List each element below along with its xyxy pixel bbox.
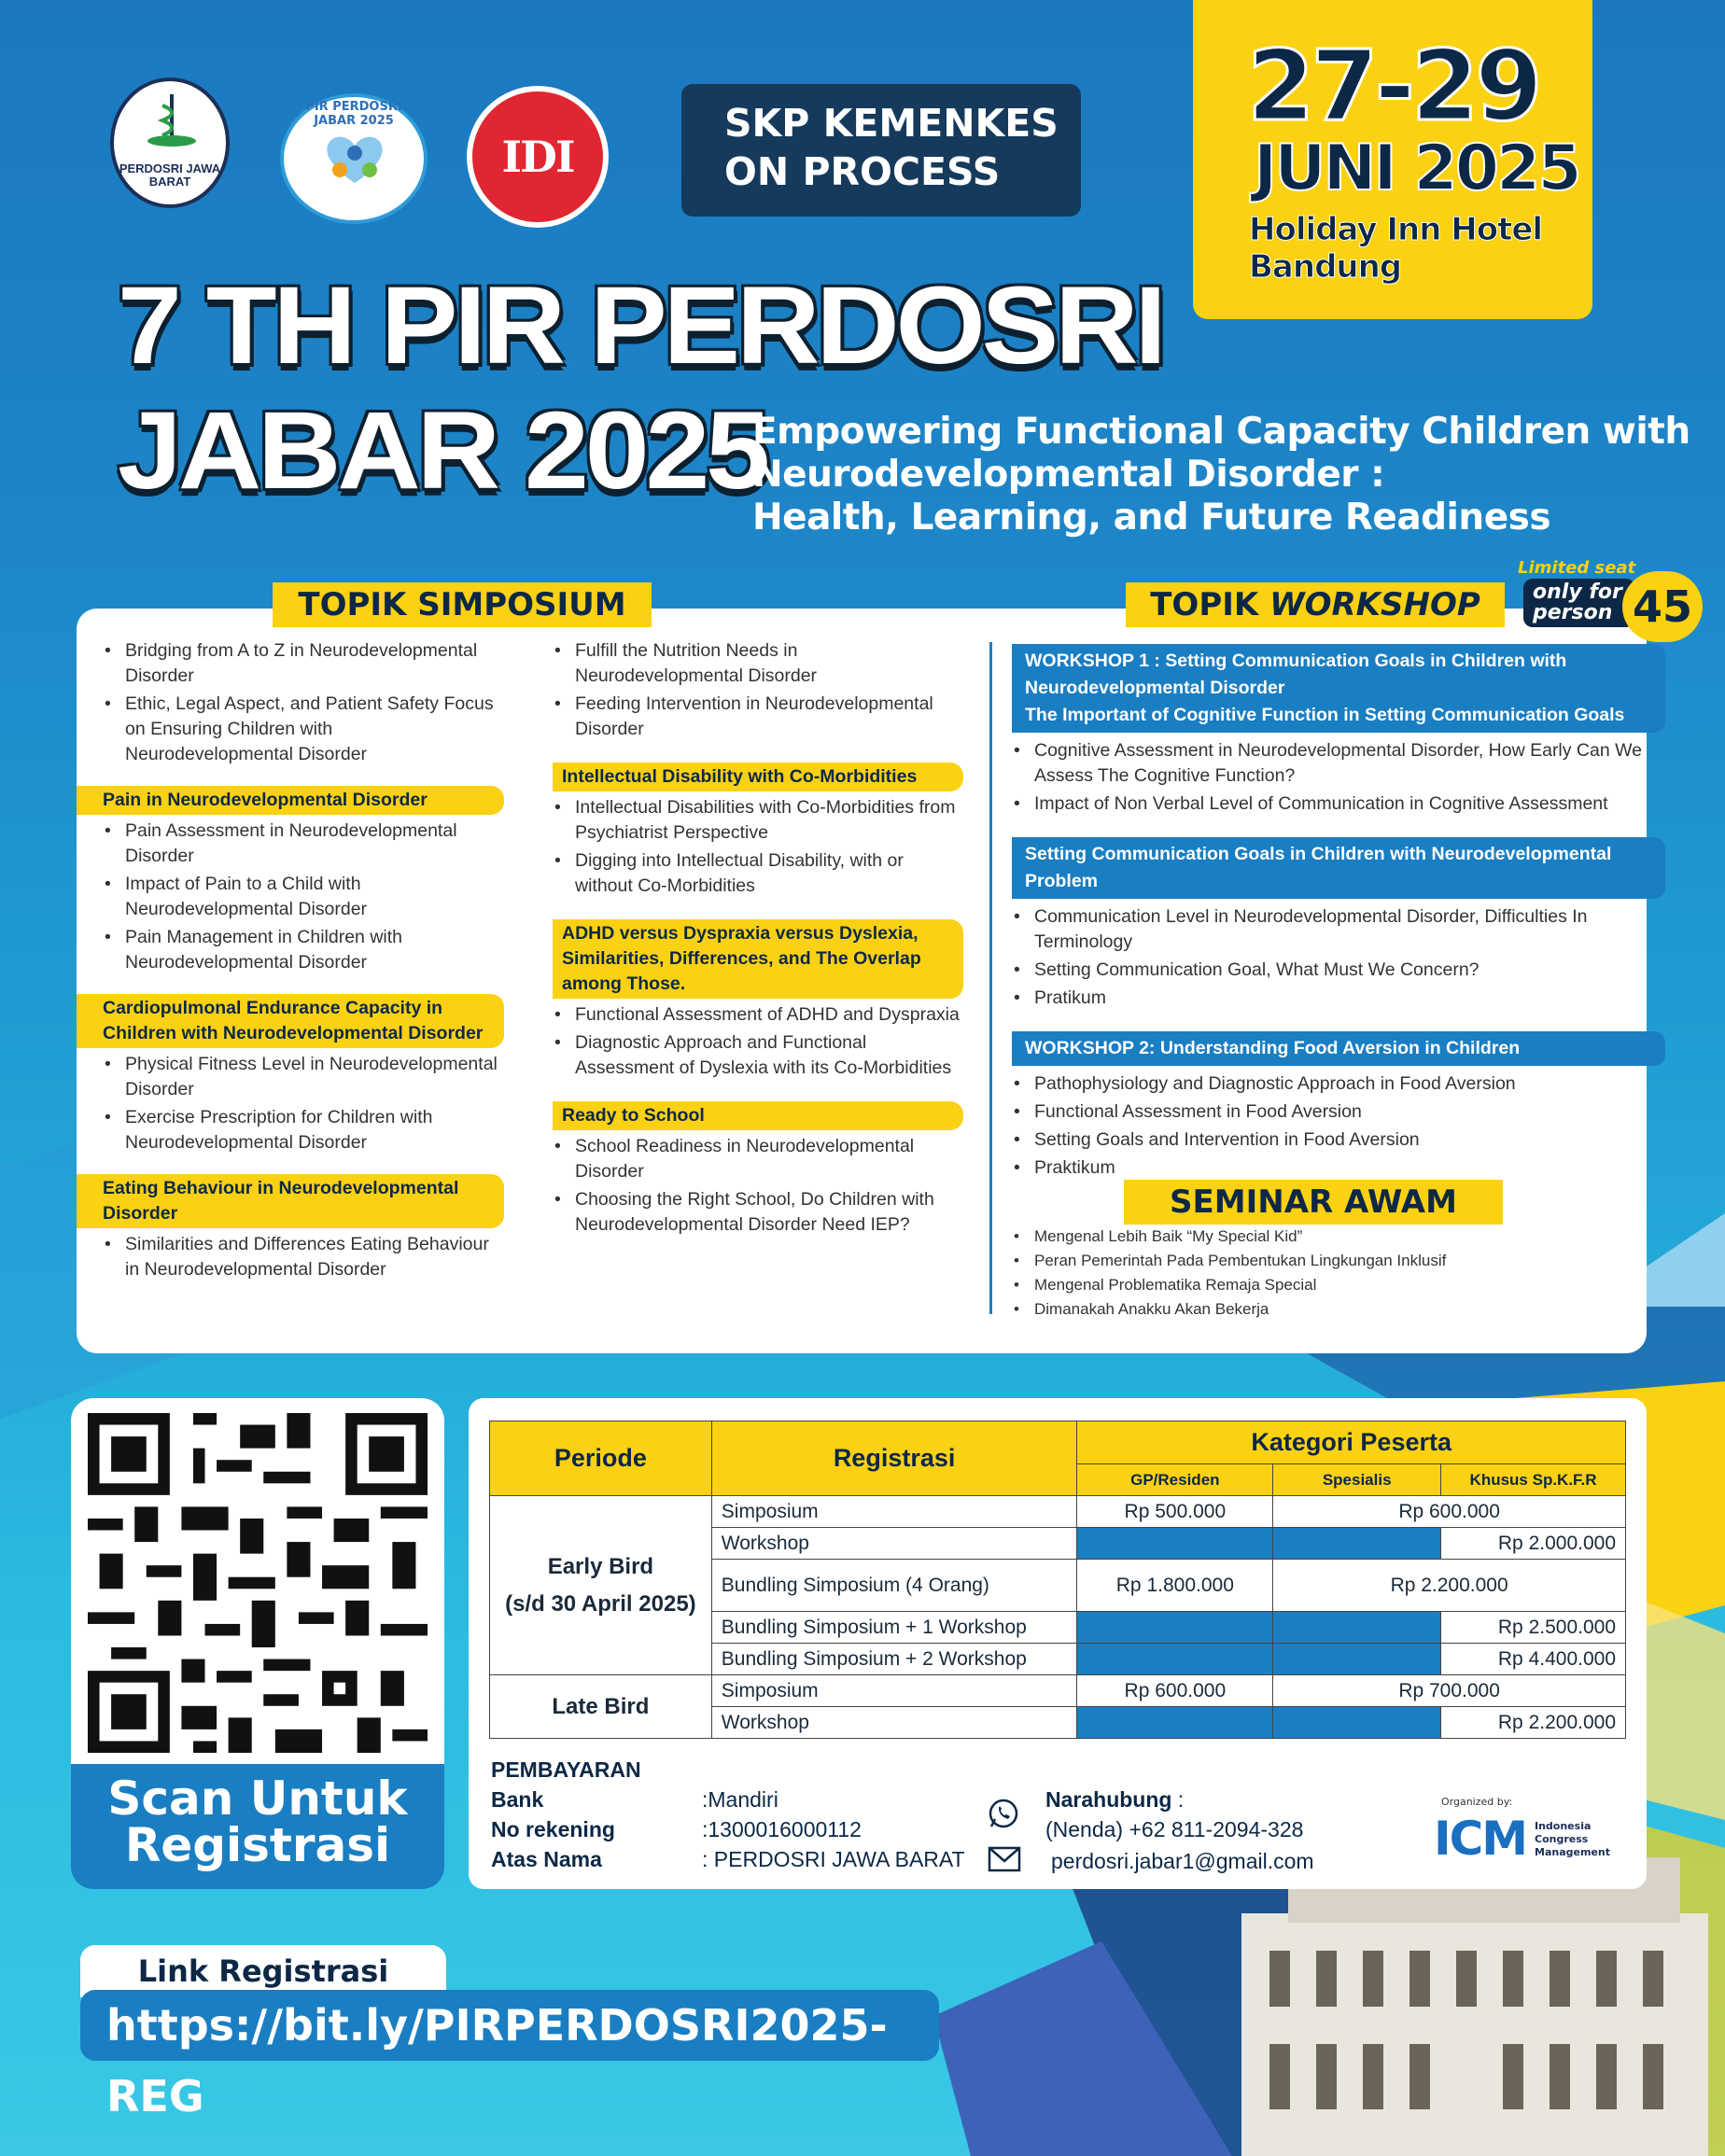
subtitle-line3: Health, Learning, and Future Readiness — [752, 497, 1551, 539]
pricing-table — [489, 1421, 1626, 1739]
list-item: • Diagnostic Approach and Functional Assessment of Dyslexia with its Co-Morbidities — [553, 1030, 963, 1081]
early-bird-label: Early Bird — [547, 1553, 654, 1579]
workshop1-title — [1012, 644, 1665, 733]
pir-logo-text: PIR PERDOSRI JABAR 2025 — [305, 100, 402, 128]
school-subtitle: Ready to School — [553, 1101, 963, 1130]
table-cell-blank — [1077, 1644, 1273, 1675]
list-item: • Setting Communication Goal, What Must We Concern? — [1012, 958, 1665, 983]
header-khusus: Khusus Sp.K.F.R — [1441, 1464, 1626, 1496]
early-bird-date: (s/d 30 April 2025) — [505, 1590, 696, 1617]
list-item: • Bridging from A to Z in Neurodevelopmental Disorder — [103, 638, 504, 689]
perdosri-logo-text: PERDOSRI JAWA BARAT — [119, 161, 221, 189]
workshop2-list — [1012, 1071, 1665, 1181]
rekening-label: No rekening — [491, 1817, 615, 1841]
list-item: • Digging into Intellectual Disability, with or without Co-Morbidities — [553, 848, 963, 899]
pir-logo — [280, 93, 428, 224]
event-date-range: 27-29 — [1247, 29, 1539, 143]
list-item: • Impact of Pain to a Child with Neurodevelopmental Disorder — [103, 872, 504, 922]
venue-line2: Bandung — [1249, 248, 1402, 286]
list-item: • Communication Level in Neurodevelopmental Disorder, Difficulties In Terminology — [1012, 904, 1665, 955]
early-bird-cell — [490, 1496, 712, 1675]
table-cell: Bundling Simposium (4 Orang) — [711, 1560, 1077, 1612]
skp-line1: SKP KEMENKES — [724, 101, 1059, 146]
list-item: • Physical Fitness Level in Neurodevelopmental Disorder — [103, 1052, 504, 1102]
seminar-list — [1012, 1225, 1647, 1322]
table-cell: Workshop — [711, 1528, 1077, 1560]
list-item: • Intellectual Disabilities with Co-Morbidities from Psychiatrist Perspective — [553, 795, 963, 846]
table-row — [490, 1421, 1626, 1464]
simposium-column-1 — [103, 638, 504, 1285]
cardio-subtitle: Cardiopulmonal Endurance Capacity in Children with Neurodevelopmental Disorder — [77, 994, 504, 1048]
school-list — [553, 1134, 963, 1238]
table-cell: Rp 2.500.000 — [1441, 1612, 1626, 1644]
late-bird-cell: Late Bird — [490, 1675, 712, 1739]
workshop-header — [1126, 582, 1505, 627]
rekening-value: :1300016000112 — [702, 1817, 862, 1841]
email-icon — [988, 1846, 1021, 1872]
scan-line2: Registrasi — [124, 1818, 391, 1872]
seminar-column — [1012, 1225, 1647, 1322]
cardio-list — [103, 1052, 504, 1155]
workshop-column — [1012, 631, 1665, 1183]
adhd-subtitle: ADHD versus Dyspraxia versus Dyslexia, Similarities, Differences, and The Overlap among Those. — [553, 919, 963, 999]
list-item: • School Readiness in Neurodevelopmental Disorder — [553, 1134, 963, 1184]
table-row — [490, 1496, 1626, 1528]
bank-label: Bank — [491, 1787, 544, 1812]
workshop1b-title: Setting Communication Goals in Children with Neurodevelopmental Problem — [1012, 837, 1665, 899]
table-cell-blank — [1077, 1528, 1273, 1560]
intro-list — [103, 638, 504, 767]
simposium-column-2 — [553, 638, 963, 1240]
list-item: • Pain Assessment in Neurodevelopmental Disorder — [103, 819, 504, 869]
list-item: • Choosing the Right School, Do Children with Neurodevelopmental Disorder Need IEP? — [553, 1187, 963, 1238]
payment-values — [702, 1785, 965, 1874]
subtitle-line1: Empowering Functional Capacity Children with — [752, 411, 1690, 453]
contact-block — [1045, 1785, 1314, 1876]
qr-code-icon[interactable] — [88, 1413, 428, 1753]
icm-logo: ICM — [1434, 1812, 1527, 1866]
bank-value: :Mandiri — [702, 1787, 778, 1812]
table-cell: Simposium — [711, 1496, 1077, 1528]
list-item: • Dimanakah Anakku Akan Bekerja — [1012, 1297, 1647, 1322]
scan-text — [71, 1771, 444, 1872]
table-cell: Rp 2.000.000 — [1441, 1528, 1626, 1560]
simposium-header: TOPIK SIMPOSIUM — [273, 582, 652, 627]
workshop1b-list — [1012, 904, 1665, 1011]
header-periode: Periode — [490, 1421, 712, 1496]
event-venue — [1249, 211, 1542, 286]
adhd-list — [553, 1002, 963, 1081]
skp-line2: ON PROCESS — [724, 149, 1001, 194]
table-cell: Rp 600.000 — [1077, 1675, 1273, 1707]
table-cell-blank — [1273, 1707, 1441, 1739]
table-cell: Rp 1.800.000 — [1077, 1560, 1273, 1612]
header-spesialis: Spesialis — [1273, 1464, 1441, 1496]
pain-list — [103, 819, 504, 975]
workshop-header-prefix: TOPIK — [1150, 586, 1270, 623]
table-cell: Workshop — [711, 1707, 1077, 1739]
workshop1-title-line1: WORKSHOP 1 : Setting Communication Goals in Children with Neurodevelopmental Disorder — [1025, 651, 1567, 698]
contact-label — [1045, 1785, 1314, 1814]
list-item: • Mengenal Lebih Baik “My Special Kid” — [1012, 1225, 1647, 1249]
header-kategori: Kategori Peserta — [1077, 1421, 1626, 1464]
limited-seat-label: Limited seat — [1518, 558, 1636, 578]
workshop2-title: WORKSHOP 2: Understanding Food Aversion in Children — [1012, 1031, 1665, 1066]
only-for-person: only for person — [1523, 579, 1635, 627]
column-divider — [989, 642, 992, 1314]
table-cell: Rp 500.000 — [1077, 1496, 1273, 1528]
list-item: • Pathophysiology and Diagnostic Approach in Food Aversion — [1012, 1071, 1665, 1097]
caduceus-icon — [146, 92, 198, 147]
scan-line1: Scan Untuk — [107, 1771, 408, 1826]
list-item: • Mengenal Problematika Remaja Special — [1012, 1273, 1647, 1297]
table-cell: Bundling Simposium + 1 Workshop — [711, 1612, 1077, 1644]
contact-email[interactable]: perdosri.jabar1@gmail.com — [1051, 1849, 1314, 1873]
table-cell: Rp 2.200.000 — [1273, 1560, 1626, 1612]
pain-subtitle: Pain in Neurodevelopmental Disorder — [77, 786, 504, 815]
list-item: • Feeding Intervention in Neurodevelopmental Disorder — [553, 692, 963, 742]
contact-label-colon: : — [1171, 1787, 1185, 1812]
list-item: • Exercise Prescription for Children with Neurodevelopmental Disorder — [103, 1105, 504, 1155]
perdosri-logo — [110, 77, 230, 208]
title-line2: JABAR 2025 — [118, 389, 766, 512]
contact-phone[interactable]: (Nenda) +62 811-2094-328 — [1045, 1817, 1304, 1841]
list-item: • Peran Pemerintah Pada Pembentukan Lingkungan Inklusif — [1012, 1249, 1647, 1273]
subtitle-line2: Neurodevelopmental Disorder : — [752, 454, 1385, 496]
header-registrasi: Registrasi — [711, 1421, 1077, 1496]
table-cell: Rp 4.400.000 — [1441, 1644, 1626, 1675]
table-cell: Bundling Simposium + 2 Workshop — [711, 1644, 1077, 1675]
family-hands-icon — [316, 125, 394, 200]
event-month: JUNI 2025 — [1254, 132, 1579, 205]
organized-label: Organized by: — [1441, 1796, 1513, 1808]
payment-block — [491, 1755, 641, 1874]
list-item: • Impact of Non Verbal Level of Communication in Cognitive Assessment — [1012, 791, 1665, 817]
eating-subtitle: Eating Behaviour in Neurodevelopmental Disorder — [77, 1174, 504, 1228]
list-item: • Setting Goals and Intervention in Food Aversion — [1012, 1127, 1665, 1153]
list-item: • Praktikum — [1012, 1155, 1665, 1181]
payment-title: PEMBAYARAN — [491, 1757, 641, 1782]
nama-value: : PERDOSRI JAWA BARAT — [702, 1847, 965, 1871]
id-list — [553, 795, 963, 899]
id-subtitle: Intellectual Disability with Co-Morbidities — [553, 763, 963, 791]
workshop1-title-line2: The Important of Cognitive Function in Setting Communication Goals — [1025, 705, 1625, 725]
skp-banner — [681, 84, 1081, 217]
list-item: • Similarities and Differences Eating Behaviour in Neurodevelopmental Disorder — [103, 1232, 504, 1282]
whatsapp-icon — [988, 1798, 1019, 1829]
icm-full-name — [1535, 1820, 1610, 1859]
icm-line1: Indonesia — [1535, 1820, 1592, 1832]
list-item: • Pain Management in Children with Neurodevelopmental Disorder — [103, 925, 504, 975]
table-row — [490, 1675, 1626, 1707]
table-cell: Simposium — [711, 1675, 1077, 1707]
link-label: Link Registrasi — [80, 1945, 446, 1997]
list-item: • Cognitive Assessment in Neurodevelopmental Disorder, How Early Can We Assess The Cognitive Function? — [1012, 738, 1665, 789]
seminar-header: SEMINAR AWAM — [1124, 1180, 1503, 1225]
title-line1: 7 TH PIR PERDOSRI — [118, 264, 1163, 387]
workshop-header-italic: WORKSHOP — [1269, 586, 1480, 623]
list-item: • Functional Assessment in Food Aversion — [1012, 1099, 1665, 1125]
icm-line2: Congress — [1535, 1833, 1589, 1845]
seat-count-badge: 45 — [1622, 571, 1703, 642]
table-cell-blank — [1273, 1528, 1441, 1560]
list-item: • Ethic, Legal Aspect, and Patient Safety Focus on Ensuring Children with Neurodevelopmental Disorder — [103, 692, 504, 767]
venue-line1: Holiday Inn Hotel — [1249, 211, 1543, 248]
workshop1-list — [1012, 738, 1665, 817]
table-cell-blank — [1273, 1612, 1441, 1644]
table-cell-blank — [1077, 1707, 1273, 1739]
idi-logo-text: IDI — [501, 132, 574, 182]
table-cell-blank — [1273, 1644, 1441, 1675]
eating-list — [103, 1232, 504, 1282]
registration-link[interactable]: https://bit.ly/PIRPERDOSRI2025-REG — [80, 1990, 939, 2061]
event-subtitle — [752, 411, 1690, 539]
list-item: • Functional Assessment of ADHD and Dyspraxia — [553, 1002, 963, 1028]
icm-line3: Management — [1535, 1846, 1610, 1858]
list-item: • Fulfill the Nutrition Needs in Neurodevelopmental Disorder — [553, 638, 963, 689]
table-cell: Rp 2.200.000 — [1441, 1707, 1626, 1739]
header-gp: GP/Residen — [1077, 1464, 1273, 1496]
contact-label-text: Narahubung — [1045, 1787, 1172, 1812]
list-item: • Pratikum — [1012, 986, 1665, 1011]
nama-label: Atas Nama — [491, 1847, 602, 1871]
table-cell: Rp 700.000 — [1273, 1675, 1626, 1707]
nutrition-list — [553, 638, 963, 742]
idi-logo — [467, 86, 609, 228]
table-cell-blank — [1077, 1612, 1273, 1644]
table-cell: Rp 600.000 — [1273, 1496, 1626, 1528]
